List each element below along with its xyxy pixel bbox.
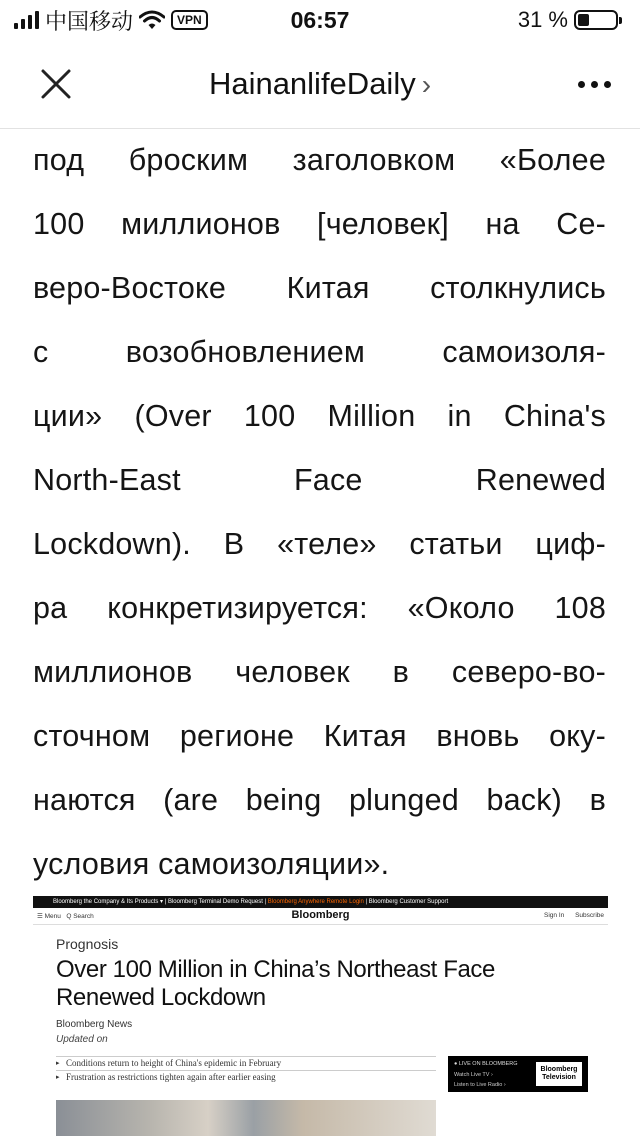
account-name: HainanlifeDaily — [208, 66, 416, 101]
article-word: being — [245, 783, 322, 817]
topbar-highlight: Bloomberg Anywhere Remote Login — [267, 899, 364, 905]
article-word: Lockdown). — [33, 527, 191, 561]
carrier-label: 中国移动 — [45, 8, 134, 34]
article-line — [33, 256, 606, 320]
shot-bullets — [56, 1056, 436, 1084]
article-word: оку- — [549, 719, 606, 753]
article-word: ции» — [33, 399, 103, 433]
article-word: Face — [293, 463, 363, 497]
article-word: 108 — [554, 591, 606, 625]
bloomberg-tv-logo: Bloomberg Television — [536, 1062, 582, 1086]
article-word: в — [589, 783, 606, 817]
article-line — [33, 384, 606, 448]
article-word: наются — [33, 783, 136, 817]
shot-author: Bloomberg News — [56, 1019, 133, 1030]
battery-icon — [574, 10, 618, 30]
article-line — [33, 192, 606, 256]
article-line — [33, 640, 606, 704]
article-word: Се- — [556, 207, 606, 241]
article-word: вновь — [436, 719, 520, 753]
article-line — [33, 832, 606, 896]
article-word: веро-Востоке — [33, 271, 227, 305]
topbar-text: Bloomberg the Company & Its Products ▾ | Bloomberg Terminal Demo Request | — [53, 899, 267, 905]
article-word: возобновлением — [125, 335, 366, 369]
search-label: Q Search — [66, 913, 94, 920]
article-word: ра — [33, 591, 68, 625]
shot-headline — [56, 956, 495, 1012]
article-word: в — [392, 655, 410, 689]
article-word: миллионов — [33, 655, 193, 689]
article-line — [33, 704, 606, 768]
article-word: Renewed — [475, 463, 606, 497]
article-word: North-East — [33, 463, 181, 497]
article-line — [33, 448, 606, 512]
embedded-screenshot — [33, 896, 608, 1136]
article-word: на — [485, 207, 520, 241]
bloomberg-nav-right — [544, 912, 604, 919]
shot-kicker: Prognosis — [56, 936, 119, 952]
bloomberg-logo: Bloomberg — [291, 909, 350, 921]
article-word: Китая — [323, 719, 407, 753]
article-word: самоизоля- — [442, 335, 606, 369]
live-label: ● LIVE ON BLOOMBERG — [454, 1061, 518, 1067]
watch-live: Watch Live TV › — [454, 1072, 493, 1078]
menu-label: ☰ Menu — [37, 913, 61, 920]
article-line — [33, 320, 606, 384]
article-word: [человек] — [317, 207, 449, 241]
status-right — [518, 6, 618, 34]
article-word: условия самоизоляции». — [33, 847, 390, 881]
article-line — [33, 128, 606, 192]
sign-in-label: Sign In — [544, 912, 565, 919]
chevron-right-icon: › — [421, 69, 432, 100]
status-bar — [0, 0, 640, 40]
article-word: 100 — [33, 207, 85, 241]
article-word: заголовком — [292, 143, 456, 177]
account-title[interactable] — [0, 64, 640, 105]
article-photo — [56, 1100, 436, 1136]
article-word: сточном — [33, 719, 151, 753]
topbar-end: | Bloomberg Customer Support — [365, 899, 449, 905]
article-word: (Over — [134, 399, 212, 433]
listen-live: Listen to Live Radio › — [454, 1082, 506, 1088]
article-word: человек — [235, 655, 350, 689]
headline-line-2: Renewed Lockdown — [56, 984, 266, 1011]
article-word: back) — [486, 783, 563, 817]
headline-line-1: Over 100 Million in China’s Northeast Face — [56, 956, 495, 983]
article-word: (are — [163, 783, 219, 817]
subscribe-label: Subscribe — [575, 912, 604, 919]
battery-percent: 31 % — [517, 7, 568, 32]
bloomberg-topbar — [33, 896, 608, 908]
article-word: броским — [128, 143, 249, 177]
article-word: 100 — [243, 399, 296, 433]
nav-bar — [0, 40, 640, 129]
article-word: Китая — [286, 271, 370, 305]
live-tv-box — [448, 1056, 588, 1092]
article-word: столкнулись — [430, 271, 606, 305]
article-word: статьи — [409, 527, 503, 561]
article-word: «Более — [499, 143, 606, 177]
article-word: Million — [327, 399, 416, 433]
article-body — [33, 128, 606, 896]
article-word: регионе — [179, 719, 295, 753]
article-word: конкретизируется: — [107, 591, 368, 625]
article-word: северо-во- — [451, 655, 606, 689]
bloomberg-nav — [33, 908, 608, 925]
vpn-badge: VPN — [171, 10, 208, 30]
shot-bullet: ▸ Conditions return to height of China's epidemic in February — [56, 1056, 436, 1070]
article-word: под — [33, 143, 85, 177]
article-word: миллионов — [121, 207, 281, 241]
article-word: China's — [503, 399, 606, 433]
more-icon[interactable] — [572, 68, 616, 100]
status-time: 06:57 — [290, 7, 350, 33]
article-line — [33, 512, 606, 576]
article-word: in — [447, 399, 472, 433]
article-word: с — [33, 335, 49, 369]
article-line — [33, 576, 606, 640]
article-word: «Около — [407, 591, 515, 625]
article-line — [33, 768, 606, 832]
article-word: plunged — [348, 783, 459, 817]
article-word: циф- — [535, 527, 606, 561]
shot-bullet: ▸ Frustration as restrictions tighten again after earlier easing — [56, 1070, 436, 1084]
article-word: «теле» — [277, 527, 377, 561]
article-word: В — [223, 527, 245, 561]
shot-updated: Updated on — [56, 1034, 108, 1045]
